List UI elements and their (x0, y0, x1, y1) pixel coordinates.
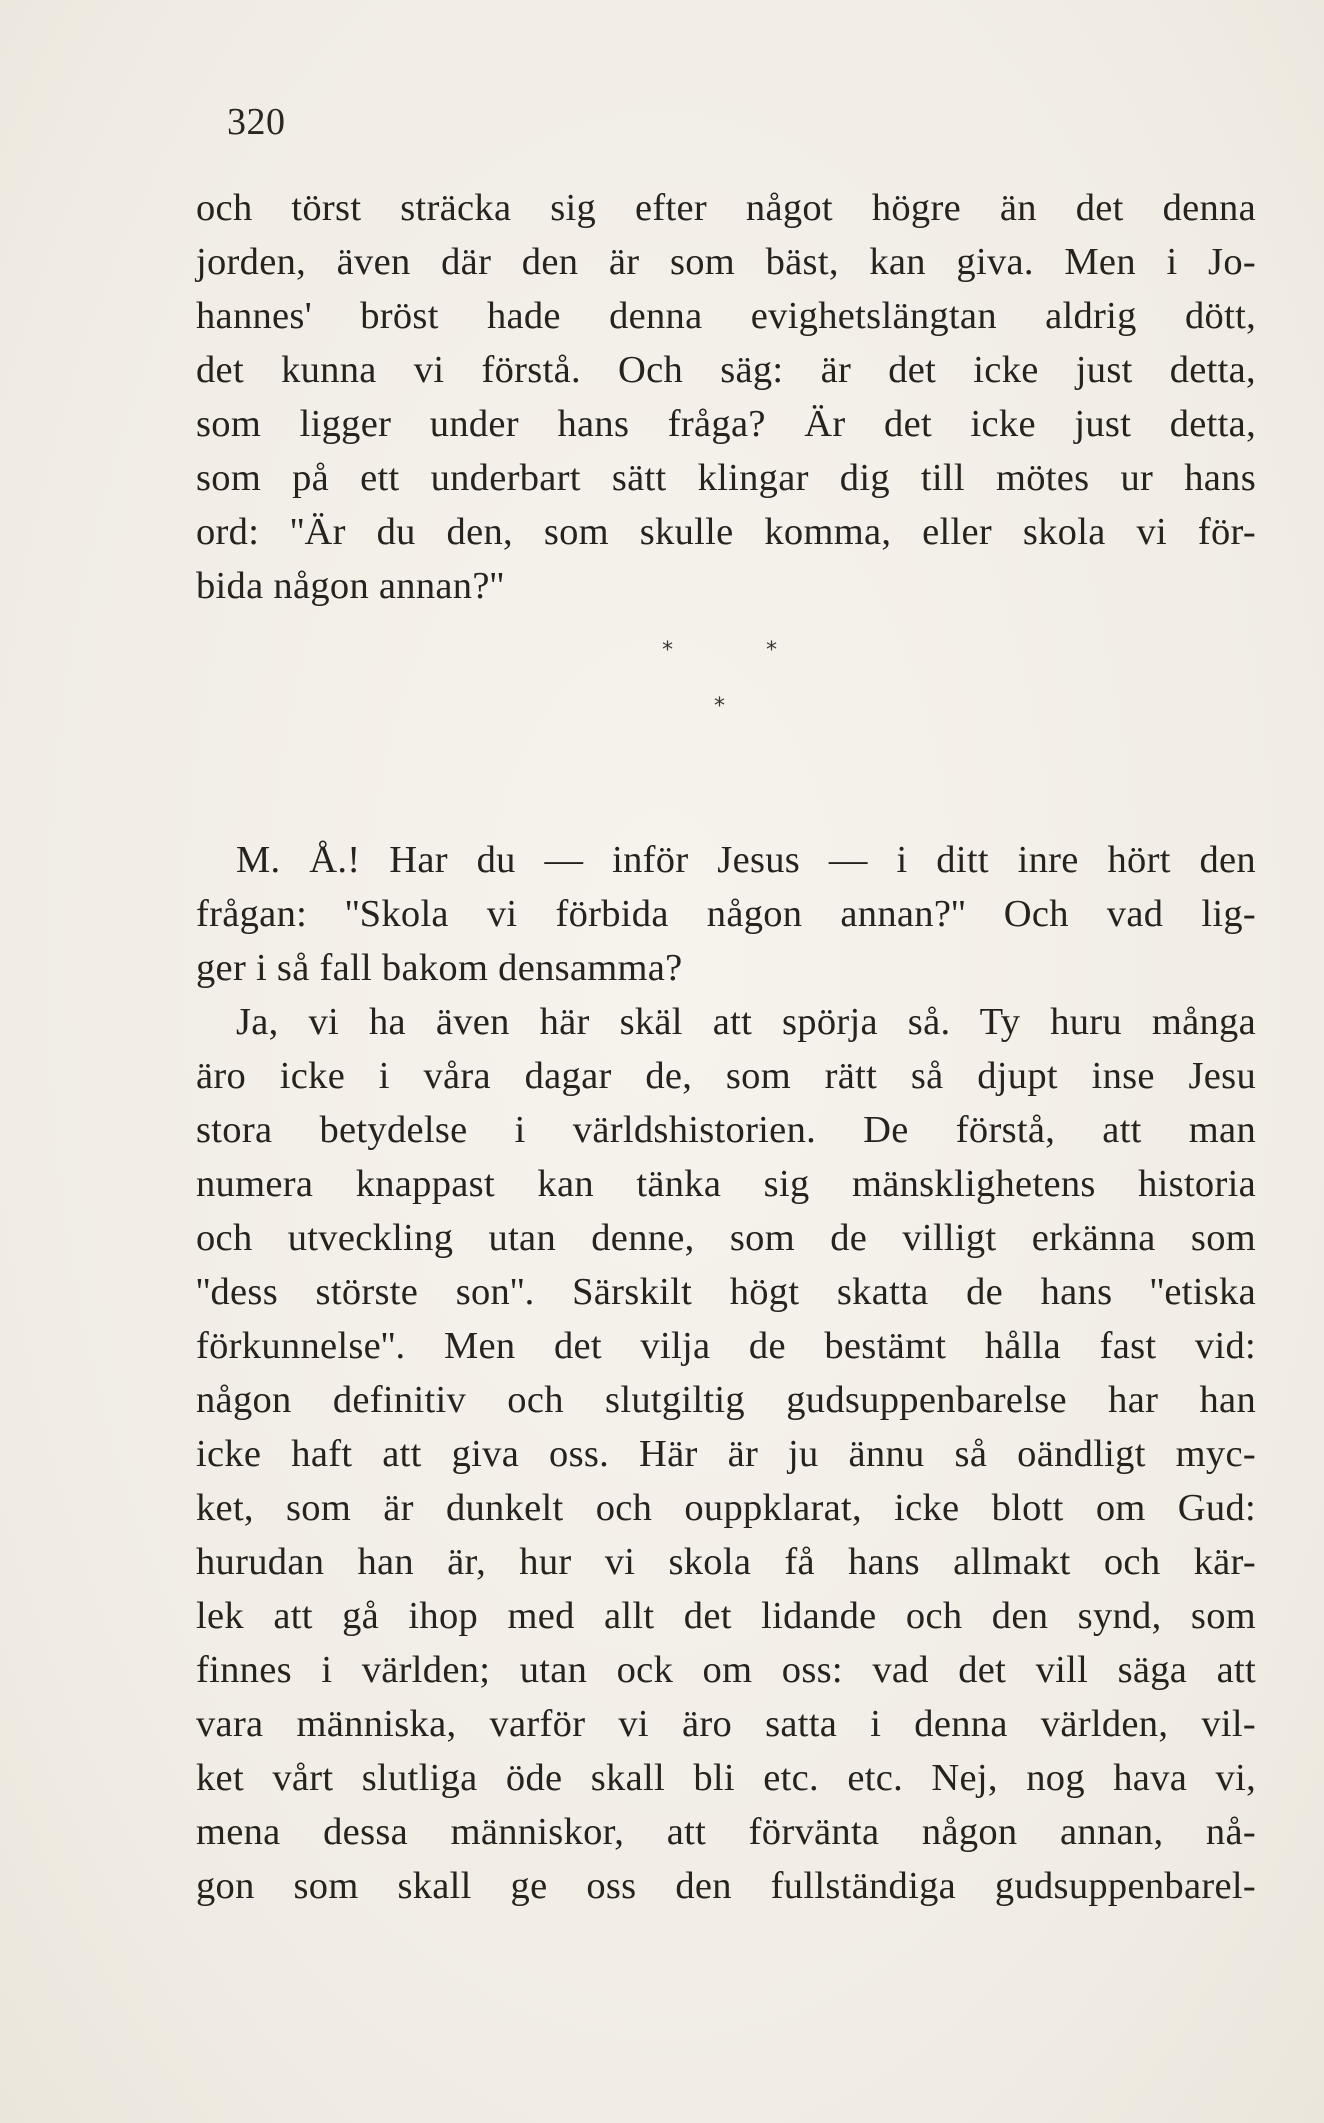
text-line: M. Å.! Har du — inför Jesus — i ditt inre hört den (236, 839, 1256, 881)
text-line: icke haft att giva oss. Här är ju ännu så oändligt myc- (196, 1433, 1256, 1475)
text-line: jorden, även där den är som bäst, kan giva. Men i Jo- (196, 241, 1256, 283)
text-line: och utveckling utan denne, som de villigt erkänna som (196, 1217, 1256, 1259)
text-line: vara människa, varför vi äro satta i denna världen, vil- (196, 1703, 1256, 1745)
text-line: och törst sträcka sig efter något högre än det denna (196, 187, 1256, 229)
asterism-star: * (662, 638, 673, 663)
text-line: ket, som är dunkelt och ouppklarat, icke blott om Gud: (196, 1487, 1256, 1529)
text-line: någon definitiv och slutgiltig gudsuppenbarelse har han (196, 1379, 1256, 1421)
text-line: äro icke i våra dagar de, som rätt så djupt inse Jesu (196, 1055, 1256, 1097)
text-line: numera knappast kan tänka sig mänsklighetens historia (196, 1163, 1256, 1205)
text-line: ''dess störste son''. Särskilt högt skatta de hans ''etiska (196, 1271, 1256, 1313)
text-line: lek att gå ihop med allt det lidande och den synd, som (196, 1595, 1256, 1637)
text-line: stora betydelse i världshistorien. De förstå, att man (196, 1109, 1256, 1151)
text-line: bida någon annan?'' (196, 565, 505, 607)
text-line: förkunnelse''. Men det vilja de bestämt hålla fast vid: (196, 1325, 1256, 1367)
text-line: det kunna vi förstå. Och säg: är det icke just detta, (196, 349, 1256, 391)
text-line: hurudan han är, hur vi skola få hans allmakt och kär- (196, 1541, 1256, 1583)
text-line: hannes' bröst hade denna evighetslängtan aldrig dött, (196, 295, 1256, 337)
text-line: gon som skall ge oss den fullständiga gudsuppenbarel- (196, 1865, 1256, 1907)
text-line: som ligger under hans fråga? Är det icke just detta, (196, 403, 1256, 445)
page-number: 320 (227, 101, 286, 143)
text-line: finnes i världen; utan ock om oss: vad det vill säga att (196, 1649, 1256, 1691)
text-line: ord: ''Är du den, som skulle komma, eller skola vi för- (196, 511, 1256, 553)
text-line: frågan: ''Skola vi förbida någon annan?'' Och vad lig- (196, 893, 1256, 935)
text-line: Ja, vi ha även här skäl att spörja så. Ty huru många (236, 1001, 1256, 1043)
asterism-star: * (766, 638, 777, 663)
text-line: ger i så fall bakom densamma? (196, 947, 683, 989)
text-line: ket vårt slutliga öde skall bli etc. etc. Nej, nog hava vi, (196, 1757, 1256, 1799)
asterism-star: * (714, 694, 725, 719)
text-line: som på ett underbart sätt klingar dig till mötes ur hans (196, 457, 1256, 499)
text-line: mena dessa människor, att förvänta någon annan, nå- (196, 1811, 1256, 1853)
